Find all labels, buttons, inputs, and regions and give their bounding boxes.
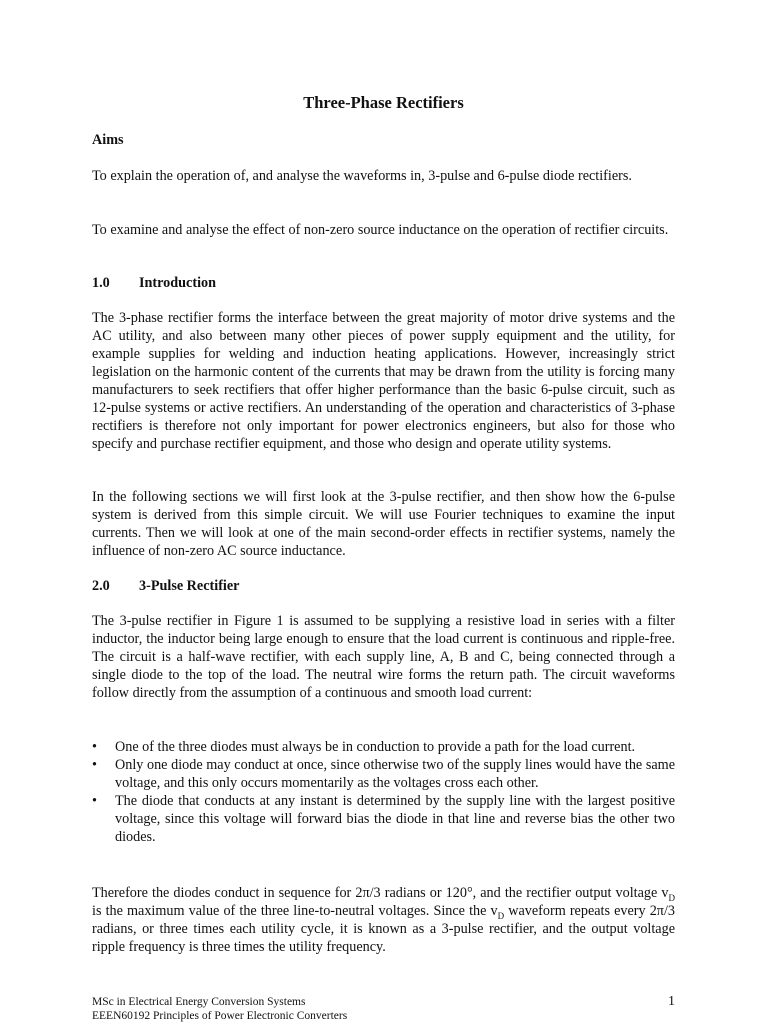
section-1-number: 1.0 <box>92 275 110 291</box>
section-2-title: 3-Pulse Rectifier <box>139 578 240 594</box>
section-2-heading <box>92 577 675 595</box>
section-1-paragraph-2: In the following sections we will first look at the 3-pulse rectifier, and then show how the 6-pulse system is derived from this simple circuit. We will use Fourier techniques to examine the input currents. Then we will look at one of the main second-order effects in rectifier systems, namely the influence of non-zero AC source inductance. <box>92 489 675 559</box>
page-number: 1 <box>668 994 675 1009</box>
aims-heading: Aims <box>92 132 124 148</box>
footer-line-2: EEEN60192 Principles of Power Electronic Converters <box>92 1010 348 1022</box>
section-1-paragraph-1: The 3-phase rectifier forms the interface between the great majority of motor drive systems and the AC utility, and also between many other pieces of power supply equipment and the utility, for example supplies for welding and induction heating applications. However, increasingly strict legislation on the harmonic content of the currents that may be drawn from the utility is forcing many manufacturers to seek rectifiers that offer higher performance than the basic 6-pulse circuit, such as 12-pulse systems or active rectifiers. An understanding of the operation and characteristics of 3-phase rectifiers is therefore not only important for power electronics engineers, but also for those who specify and purchase rectifier equipment, and those who design and operate utility systems. <box>92 310 675 452</box>
list-item <box>92 756 675 792</box>
document-title: Three-Phase Rectifiers <box>303 93 464 112</box>
list-item <box>92 792 675 846</box>
bullet-list <box>92 738 675 846</box>
aims-paragraph-2: To examine and analyse the effect of non-zero source inductance on the operation of rectifier circuits. <box>92 222 669 238</box>
page-footer <box>92 995 675 1023</box>
list-item-text: The diode that conducts at any instant is determined by the supply line with the largest positive voltage, since this voltage will forward bias the diode in that line and reverse bias the other two diodes. <box>115 793 675 845</box>
section-1-title: Introduction <box>139 275 216 291</box>
bullet-icon: • <box>92 793 97 809</box>
footer-line-1: MSc in Electrical Energy Conversion Systems <box>92 996 306 1008</box>
list-item <box>92 738 675 756</box>
aims-paragraph-1: To explain the operation of, and analyse the waveforms in, 3-pulse and 6-pulse diode rectifiers. <box>92 168 632 184</box>
section-1-heading <box>92 274 675 292</box>
list-item-text: One of the three diodes must always be in conduction to provide a path for the load current. <box>115 739 636 755</box>
section-2-paragraph-1: The 3-pulse rectifier in Figure 1 is assumed to be supplying a resistive load in series with a filter inductor, the inductor being large enough to ensure that the load current is continuous and ripple-free. The circuit is a half-wave rectifier, with each supply line, A, B and C, being connected through a single diode to the top of the load. The neutral wire forms the return path. The circuit waveforms follow directly from the assumption of a continuous and smooth load current: <box>92 613 675 701</box>
bullet-icon: • <box>92 757 97 773</box>
section-2-number: 2.0 <box>92 578 110 594</box>
list-item-text: Only one diode may conduct at once, since otherwise two of the supply lines would have the same voltage, and this only occurs momentarily as the voltages cross each other. <box>115 757 675 791</box>
bullet-icon: • <box>92 739 97 755</box>
section-2-paragraph-2: Therefore the diodes conduct in sequence for 2π/3 radians or 120°, and the rectifier output voltage $v_D$ is the maximum value of the three line-to-neutral voltages. Since the $v_D$ waveform repeats every 2π/3 radians, or three times each utility cycle, it is known as a 3-pulse rectifier, and the output voltage ripple frequency is three times the utility frequency. <box>92 885 676 955</box>
